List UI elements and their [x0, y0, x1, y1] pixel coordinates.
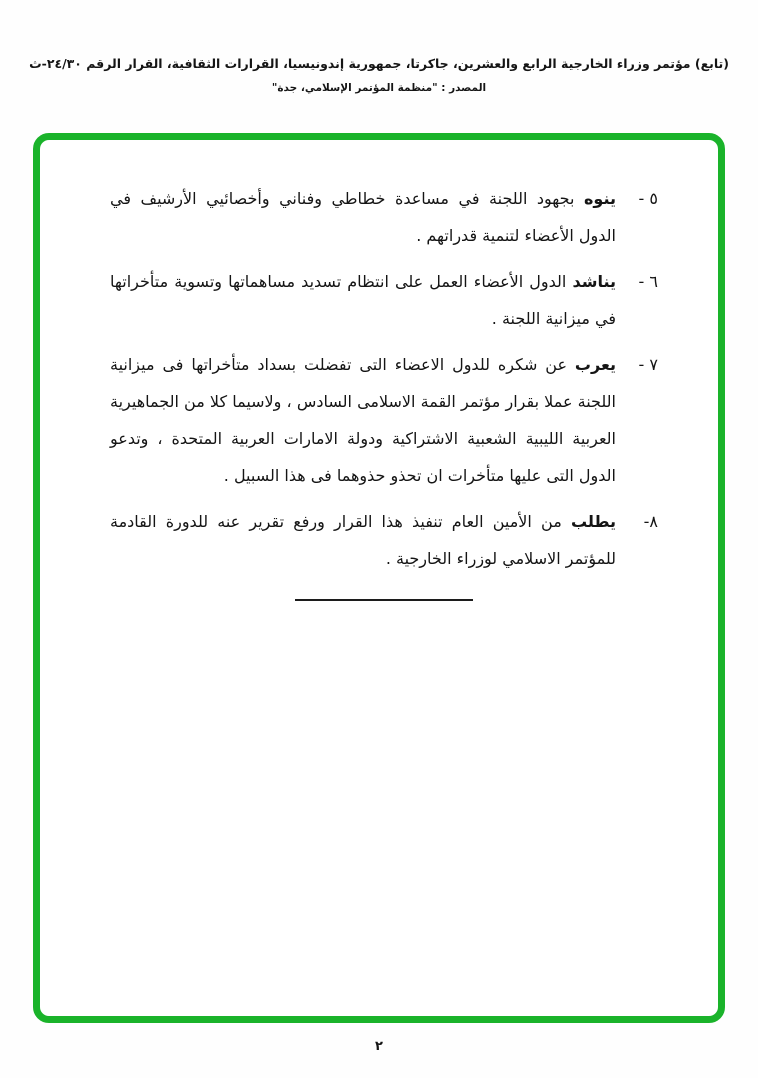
item-lead-word: يناشد [572, 272, 616, 291]
header-title-line: (تابع) مؤتمر وزراء الخارجية الرابع والعشرين، جاكرتا، جمهورية إندونيسيا، القرارات الثقافية، القرار الرقم ٢٤/٣٠-ث [29, 56, 729, 71]
item-lead-word: يطلب [570, 512, 616, 531]
resolution-item [110, 346, 658, 494]
item-marker: ٦ - [638, 272, 658, 291]
item-text [110, 503, 616, 577]
item-body-text: عن شكره للدول الاعضاء التى تفضلت بسداد متأخراتها فى ميزانية اللجنة عملا بقرار مؤتمر القمة الاسلامى السادس ، ولاسيما كلا من الجماهيرية العربية الليبية الشعبية الاشتراكية ودولة الامارات العربية المتحدة ، وتدعو الدول التى عليها متأخرات ان تحذو حذوهما فى هذا السبيل . [110, 355, 616, 485]
resolution-list [40, 140, 718, 601]
item-text [110, 180, 616, 254]
item-lead-word: ينوه [583, 189, 616, 208]
document-frame [33, 133, 725, 1023]
resolution-item [110, 263, 658, 337]
item-body-text: من الأمين العام تنفيذ هذا القرار ورفع تقرير عنه للدورة القادمة للمؤتمر الاسلامي لوزراء الخارجية . [110, 512, 616, 568]
item-lead-word: يعرب [574, 355, 616, 374]
item-body-text: بجهود اللجنة في مساعدة خطاطي وفناني وأخصائيي الأرشيف في الدول الأعضاء لتنمية قدراتهم . [110, 189, 616, 245]
resolution-item [110, 180, 658, 254]
item-body-text: الدول الأعضاء العمل على انتظام تسديد مساهماتها وتسوية متأخراتها في ميزانية اللجنة . [110, 272, 616, 328]
page-number: ٢ [375, 1039, 383, 1054]
item-marker: ٨- [643, 512, 658, 531]
item-marker: ٧ - [638, 355, 658, 374]
document-header [20, 56, 738, 94]
header-source-line: المصدر : "منظمة المؤتمر الإسلامي، جدة" [271, 82, 487, 94]
resolution-item [110, 503, 658, 577]
end-divider [295, 599, 473, 601]
item-text [110, 263, 616, 337]
item-text [110, 346, 616, 494]
item-marker: ٥ - [638, 189, 658, 208]
